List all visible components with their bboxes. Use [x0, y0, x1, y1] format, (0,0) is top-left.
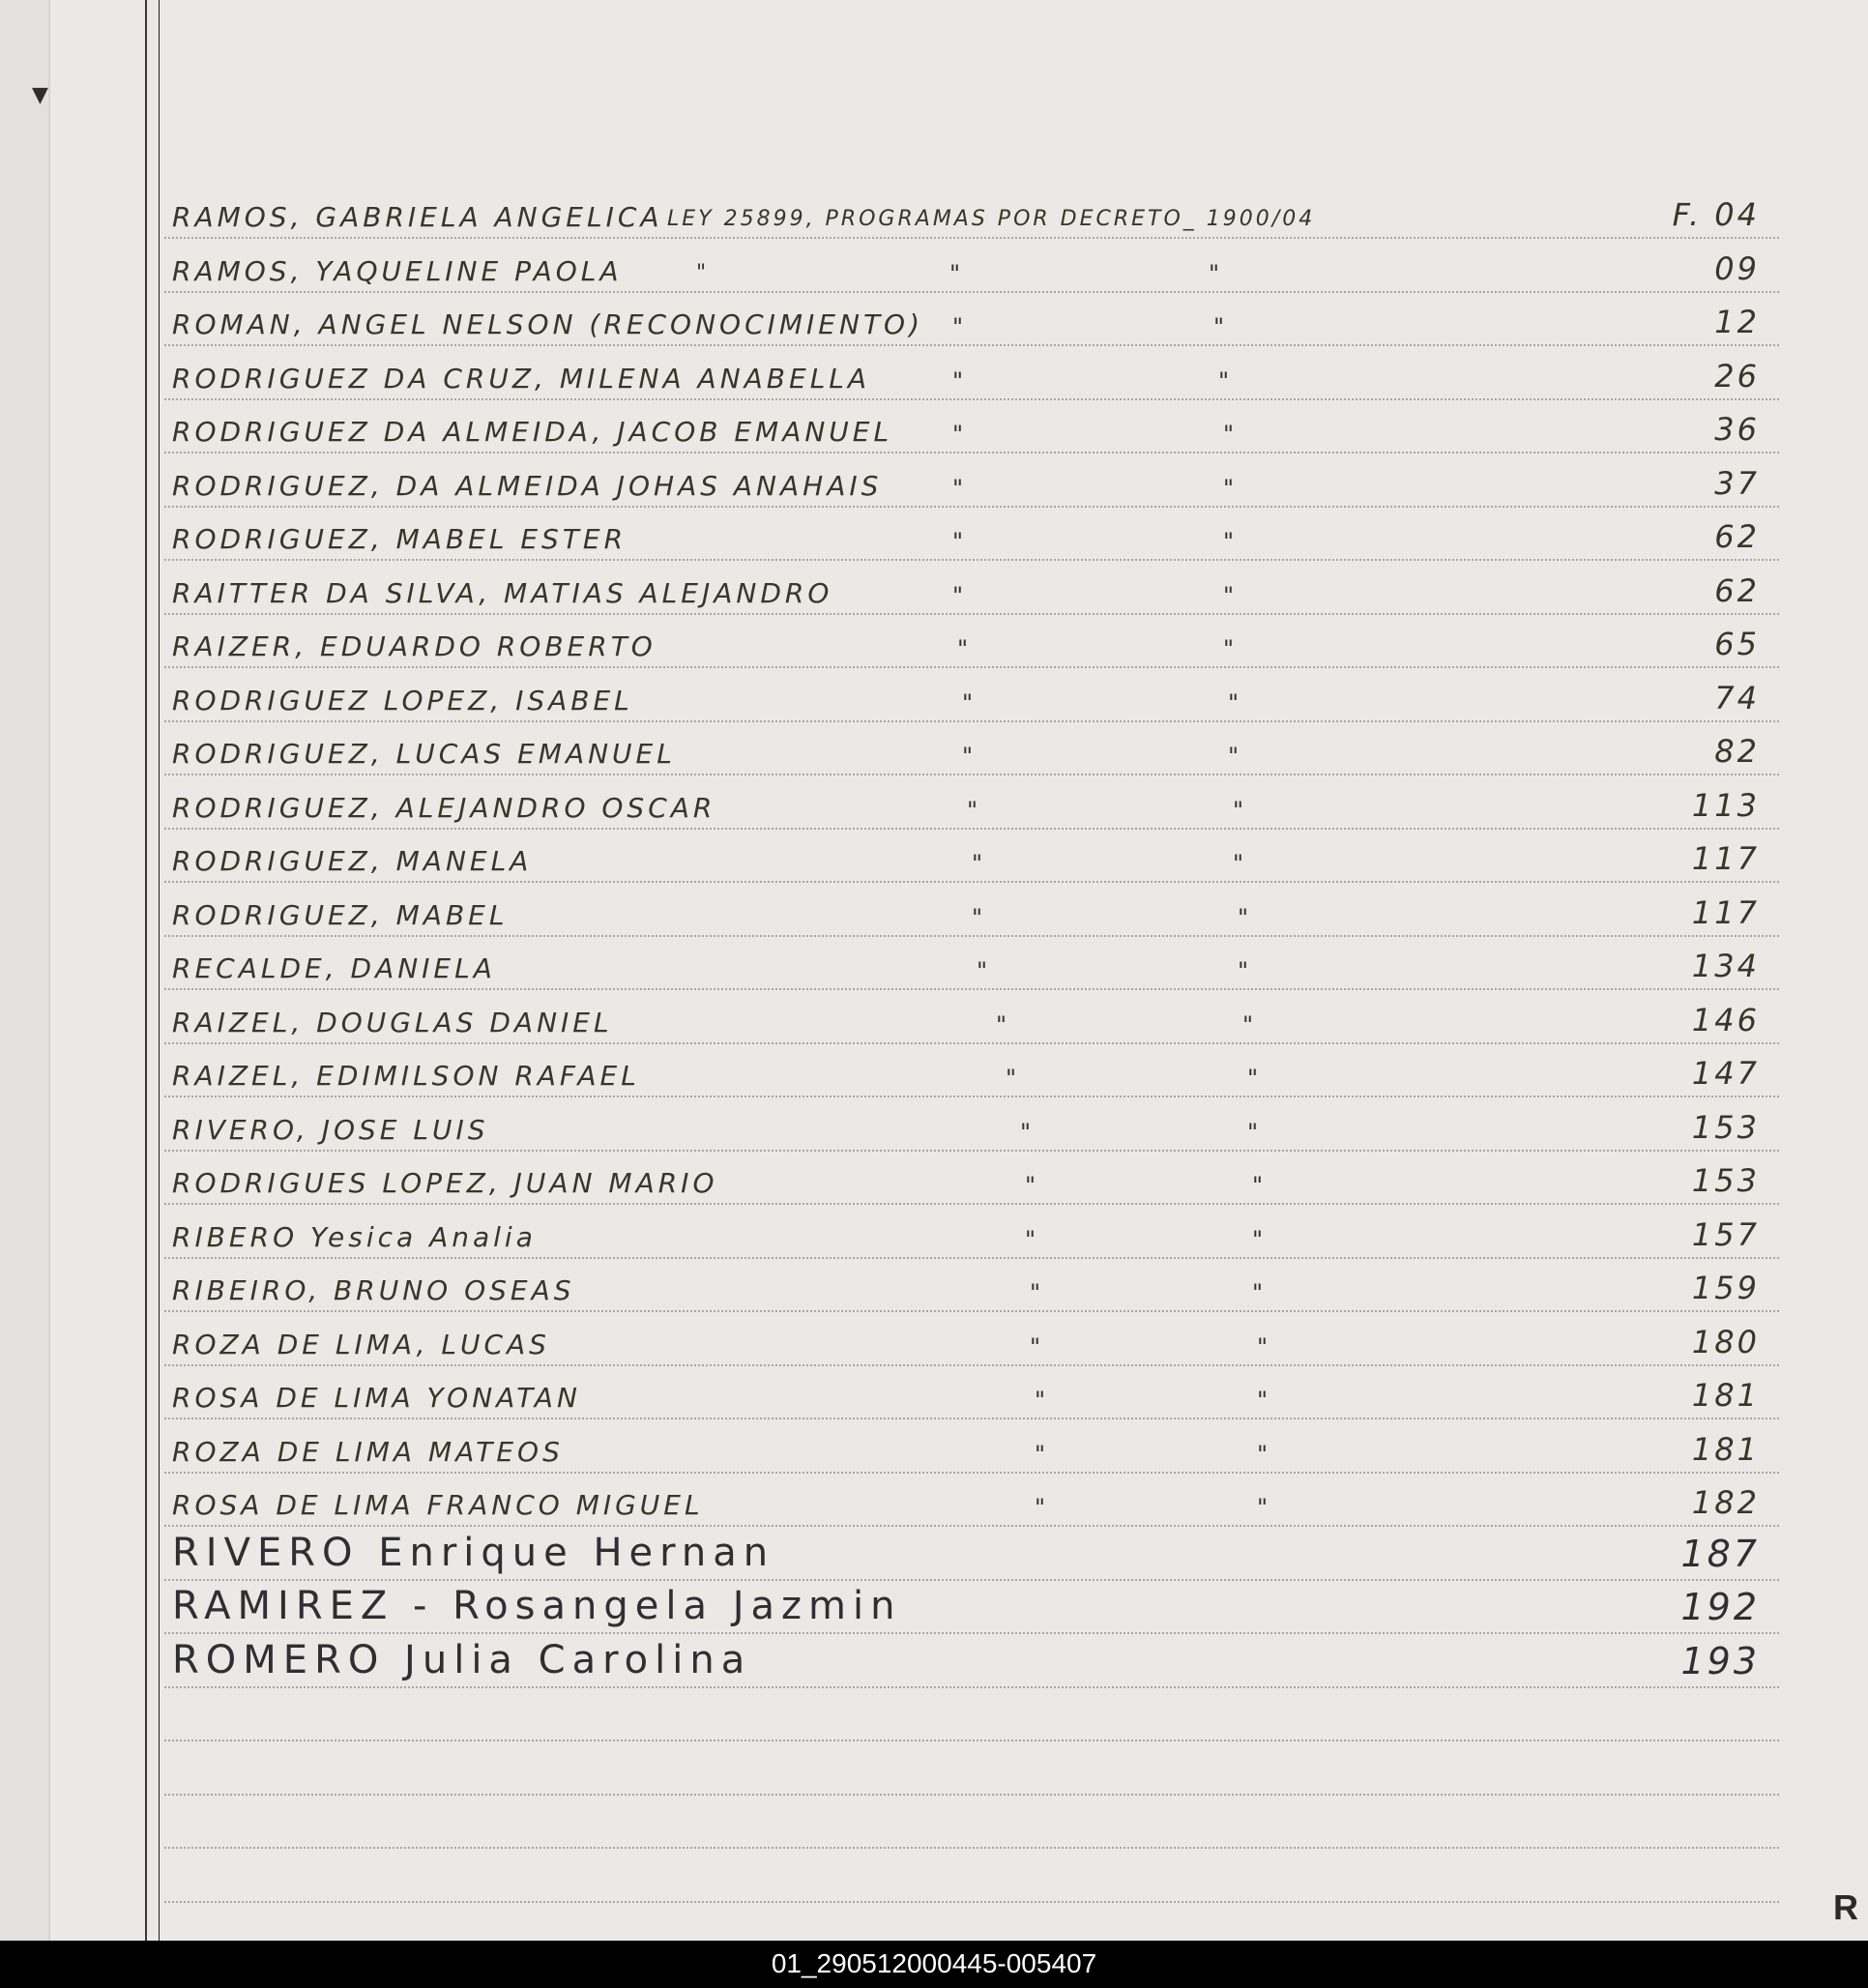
entry-folio: 153 [1691, 1162, 1760, 1199]
entry-name: RAMOS, GABRIELA ANGELICA [172, 201, 663, 233]
entry-folio: 187 [1680, 1532, 1760, 1575]
entry-folio: 182 [1691, 1484, 1760, 1521]
entry-name: RAIZEL, DOUGLAS DANIEL [172, 1006, 613, 1038]
entry-folio: 74 [1714, 679, 1760, 716]
list-item [164, 881, 1779, 935]
ditto-mark: " [1257, 1440, 1269, 1468]
entry-name: ROZA DE LIMA, LUCAS [172, 1328, 550, 1360]
ditto-mark: " [1247, 1118, 1259, 1146]
entry-folio: 153 [1691, 1108, 1760, 1146]
entry-folio: F. 04 [1672, 196, 1760, 233]
rule-line [164, 1740, 1779, 1741]
ditto-mark: " [972, 903, 983, 931]
list-item [164, 1041, 1779, 1096]
ditto-mark: " [952, 366, 964, 395]
entry-folio: 37 [1714, 464, 1760, 502]
ditto-mark: " [1035, 1440, 1046, 1468]
ditto-mark: " [1257, 1387, 1269, 1414]
list-item [164, 612, 1779, 666]
ditto-mark: " [1035, 1387, 1046, 1414]
list-item [164, 290, 1779, 344]
entry-name: RODRIGUES LOPEZ, JUAN MARIO [172, 1167, 718, 1199]
list-item [164, 1149, 1779, 1203]
list-item [164, 1525, 1779, 1579]
entry-folio: 181 [1691, 1377, 1760, 1414]
margin-line-inner [159, 0, 160, 1941]
ditto-mark: " [1228, 743, 1240, 770]
entry-name: RODRIGUEZ DA CRUZ, MILENA ANABELLA [172, 362, 871, 395]
entry-name: RODRIGUEZ DA ALMEIDA, JACOB EMANUEL [172, 416, 893, 448]
ditto-mark: " [1247, 1065, 1259, 1092]
ditto-mark: " [1233, 850, 1244, 877]
ditto-mark: " [962, 743, 974, 770]
list-item [164, 1471, 1779, 1525]
list-item [164, 452, 1779, 506]
entry-name: RAMIREZ - Rosangela Jazmin [172, 1584, 902, 1628]
entry-folio: 62 [1714, 518, 1760, 555]
footer-bar [0, 1941, 1868, 1988]
list-item [164, 666, 1779, 720]
entry-folio: 65 [1714, 626, 1760, 662]
ditto-mark: " [1228, 688, 1240, 716]
entry-folio: 181 [1691, 1430, 1760, 1468]
list-item [164, 1418, 1779, 1472]
list-item [164, 719, 1779, 774]
entry-folio: 82 [1714, 733, 1760, 770]
ditto-mark: " [1257, 1494, 1269, 1521]
list-item [164, 344, 1779, 398]
ditto-mark: " [967, 796, 978, 824]
list-item [164, 934, 1779, 988]
ditto-mark: " [1006, 1065, 1017, 1092]
list-item [164, 1310, 1779, 1364]
entry-name: RAIZER, EDUARDO ROBERTO [172, 630, 657, 662]
ditto-mark: " [1252, 1172, 1264, 1199]
binding-edge [48, 0, 50, 1941]
ditto-mark: " [957, 635, 969, 662]
ditto-mark: " [1242, 1010, 1254, 1038]
ditto-mark: " [1238, 957, 1249, 984]
ditto-mark: " [1257, 1332, 1269, 1360]
list-item [164, 774, 1779, 828]
entry-name: RIBERO Yesica Analia [172, 1220, 537, 1253]
ditto-mark: " [1209, 259, 1220, 287]
ditto-mark: " [962, 688, 974, 716]
list-item [164, 827, 1779, 881]
rule-line [164, 1901, 1779, 1903]
ditto-mark: " [1223, 581, 1235, 609]
footer-code: 01_290512000445-005407 [771, 1948, 1097, 1978]
ditto-mark: " [1030, 1332, 1041, 1360]
binding-strip [0, 0, 48, 1941]
list-item [164, 183, 1779, 237]
ditto-mark: " [977, 957, 988, 984]
entry-name: RODRIGUEZ LOPEZ, ISABEL [172, 684, 633, 716]
ditto-mark: " [1223, 421, 1235, 448]
entry-name: RODRIGUEZ, MANELA [172, 845, 533, 877]
entry-folio: 146 [1691, 1001, 1760, 1038]
list-item [164, 1096, 1779, 1150]
list-item [164, 505, 1779, 559]
entry-name: ROMAN, ANGEL NELSON (RECONOCIMIENTO) [172, 308, 924, 340]
ditto-mark: " [1223, 528, 1235, 555]
entry-name: RAMOS, YAQUELINE PAOLA [172, 254, 623, 287]
entry-name: RIVERO Enrique Hernan [172, 1530, 775, 1575]
rule-line [164, 1686, 1779, 1688]
ditto-mark: " [952, 581, 964, 609]
entry-name: RODRIGUEZ, ALEJANDRO OSCAR [172, 791, 716, 824]
entry-folio: 134 [1691, 948, 1760, 984]
ditto-mark: " [952, 528, 964, 555]
entry-name: ROSA DE LIMA YONATAN [172, 1382, 581, 1414]
entry-note: LEY 25899, PROGRAMAS POR DECRETO_ 1900/04 [667, 207, 1316, 231]
ditto-mark: " [972, 850, 983, 877]
ditto-mark: " [996, 1010, 1007, 1038]
entry-name: RAITTER DA SILVA, MATIAS ALEJANDRO [172, 576, 833, 609]
entry-name: RIVERO, JOSE LUIS [172, 1113, 489, 1146]
entry-folio: 117 [1691, 893, 1760, 931]
entry-folio: 192 [1680, 1586, 1760, 1628]
entry-name: RODRIGUEZ, MABEL ESTER [172, 523, 628, 555]
entry-folio: 159 [1691, 1270, 1760, 1306]
ditto-mark: " [1218, 366, 1230, 395]
list-item [164, 237, 1779, 291]
margin-line [145, 0, 147, 1941]
list-item [164, 988, 1779, 1042]
entry-folio: 180 [1691, 1323, 1760, 1360]
entry-name: ROSA DE LIMA FRANCO MIGUEL [172, 1489, 704, 1521]
entry-name: RAIZEL, EDIMILSON RAFAEL [172, 1060, 640, 1092]
entry-folio: 157 [1691, 1215, 1760, 1253]
list-item [164, 1203, 1779, 1257]
ditto-mark: " [1020, 1118, 1032, 1146]
entry-folio: 113 [1691, 786, 1760, 824]
entry-folio: 12 [1714, 304, 1760, 340]
ruled-entries [164, 196, 1779, 1910]
rule-line [164, 1794, 1779, 1796]
entry-folio: 36 [1714, 411, 1760, 448]
entry-name: RECALDE, DANIELA [172, 952, 496, 984]
ditto-mark: " [1025, 1225, 1036, 1253]
list-item [164, 1256, 1779, 1310]
ditto-mark: " [1025, 1172, 1036, 1199]
entry-folio: 147 [1691, 1055, 1760, 1092]
entry-name: RIBEIRO, BRUNO OSEAS [172, 1274, 575, 1306]
entry-folio: 193 [1680, 1639, 1760, 1682]
ditto-mark: " [949, 259, 961, 287]
list-item [164, 397, 1779, 452]
list-item [164, 1363, 1779, 1418]
index-letter-tab: R [1833, 1887, 1858, 1927]
entry-folio: 09 [1714, 249, 1760, 287]
punch-mark-icon: ▼ [32, 83, 48, 107]
ditto-mark: " [1252, 1225, 1264, 1253]
ditto-mark: " [1030, 1279, 1041, 1306]
ditto-mark: " [1223, 474, 1235, 502]
entry-name: ROZA DE LIMA MATEOS [172, 1435, 564, 1468]
entry-folio: 26 [1714, 357, 1760, 395]
entry-name: RODRIGUEZ, LUCAS EMANUEL [172, 738, 676, 770]
entry-folio: 62 [1714, 571, 1760, 609]
entry-note: " [696, 260, 710, 285]
ditto-mark: " [952, 474, 964, 502]
ditto-mark: " [952, 421, 964, 448]
entry-name: ROMERO Julia Carolina [172, 1637, 752, 1682]
rule-line [164, 1847, 1779, 1849]
entry-name: RODRIGUEZ, MABEL [172, 898, 509, 931]
ditto-mark: " [1035, 1494, 1046, 1521]
entry-name: RODRIGUEZ, DA ALMEIDA JOHAS ANAHAIS [172, 469, 883, 502]
ditto-mark: " [952, 313, 964, 340]
ditto-mark: " [1233, 796, 1244, 824]
ditto-mark: " [1238, 903, 1249, 931]
list-item [164, 1578, 1779, 1632]
list-item [164, 1632, 1779, 1686]
ditto-mark: " [1213, 313, 1225, 340]
ditto-mark: " [1223, 635, 1235, 662]
list-item [164, 559, 1779, 613]
ditto-mark: " [1252, 1279, 1264, 1306]
entry-folio: 117 [1691, 840, 1760, 877]
